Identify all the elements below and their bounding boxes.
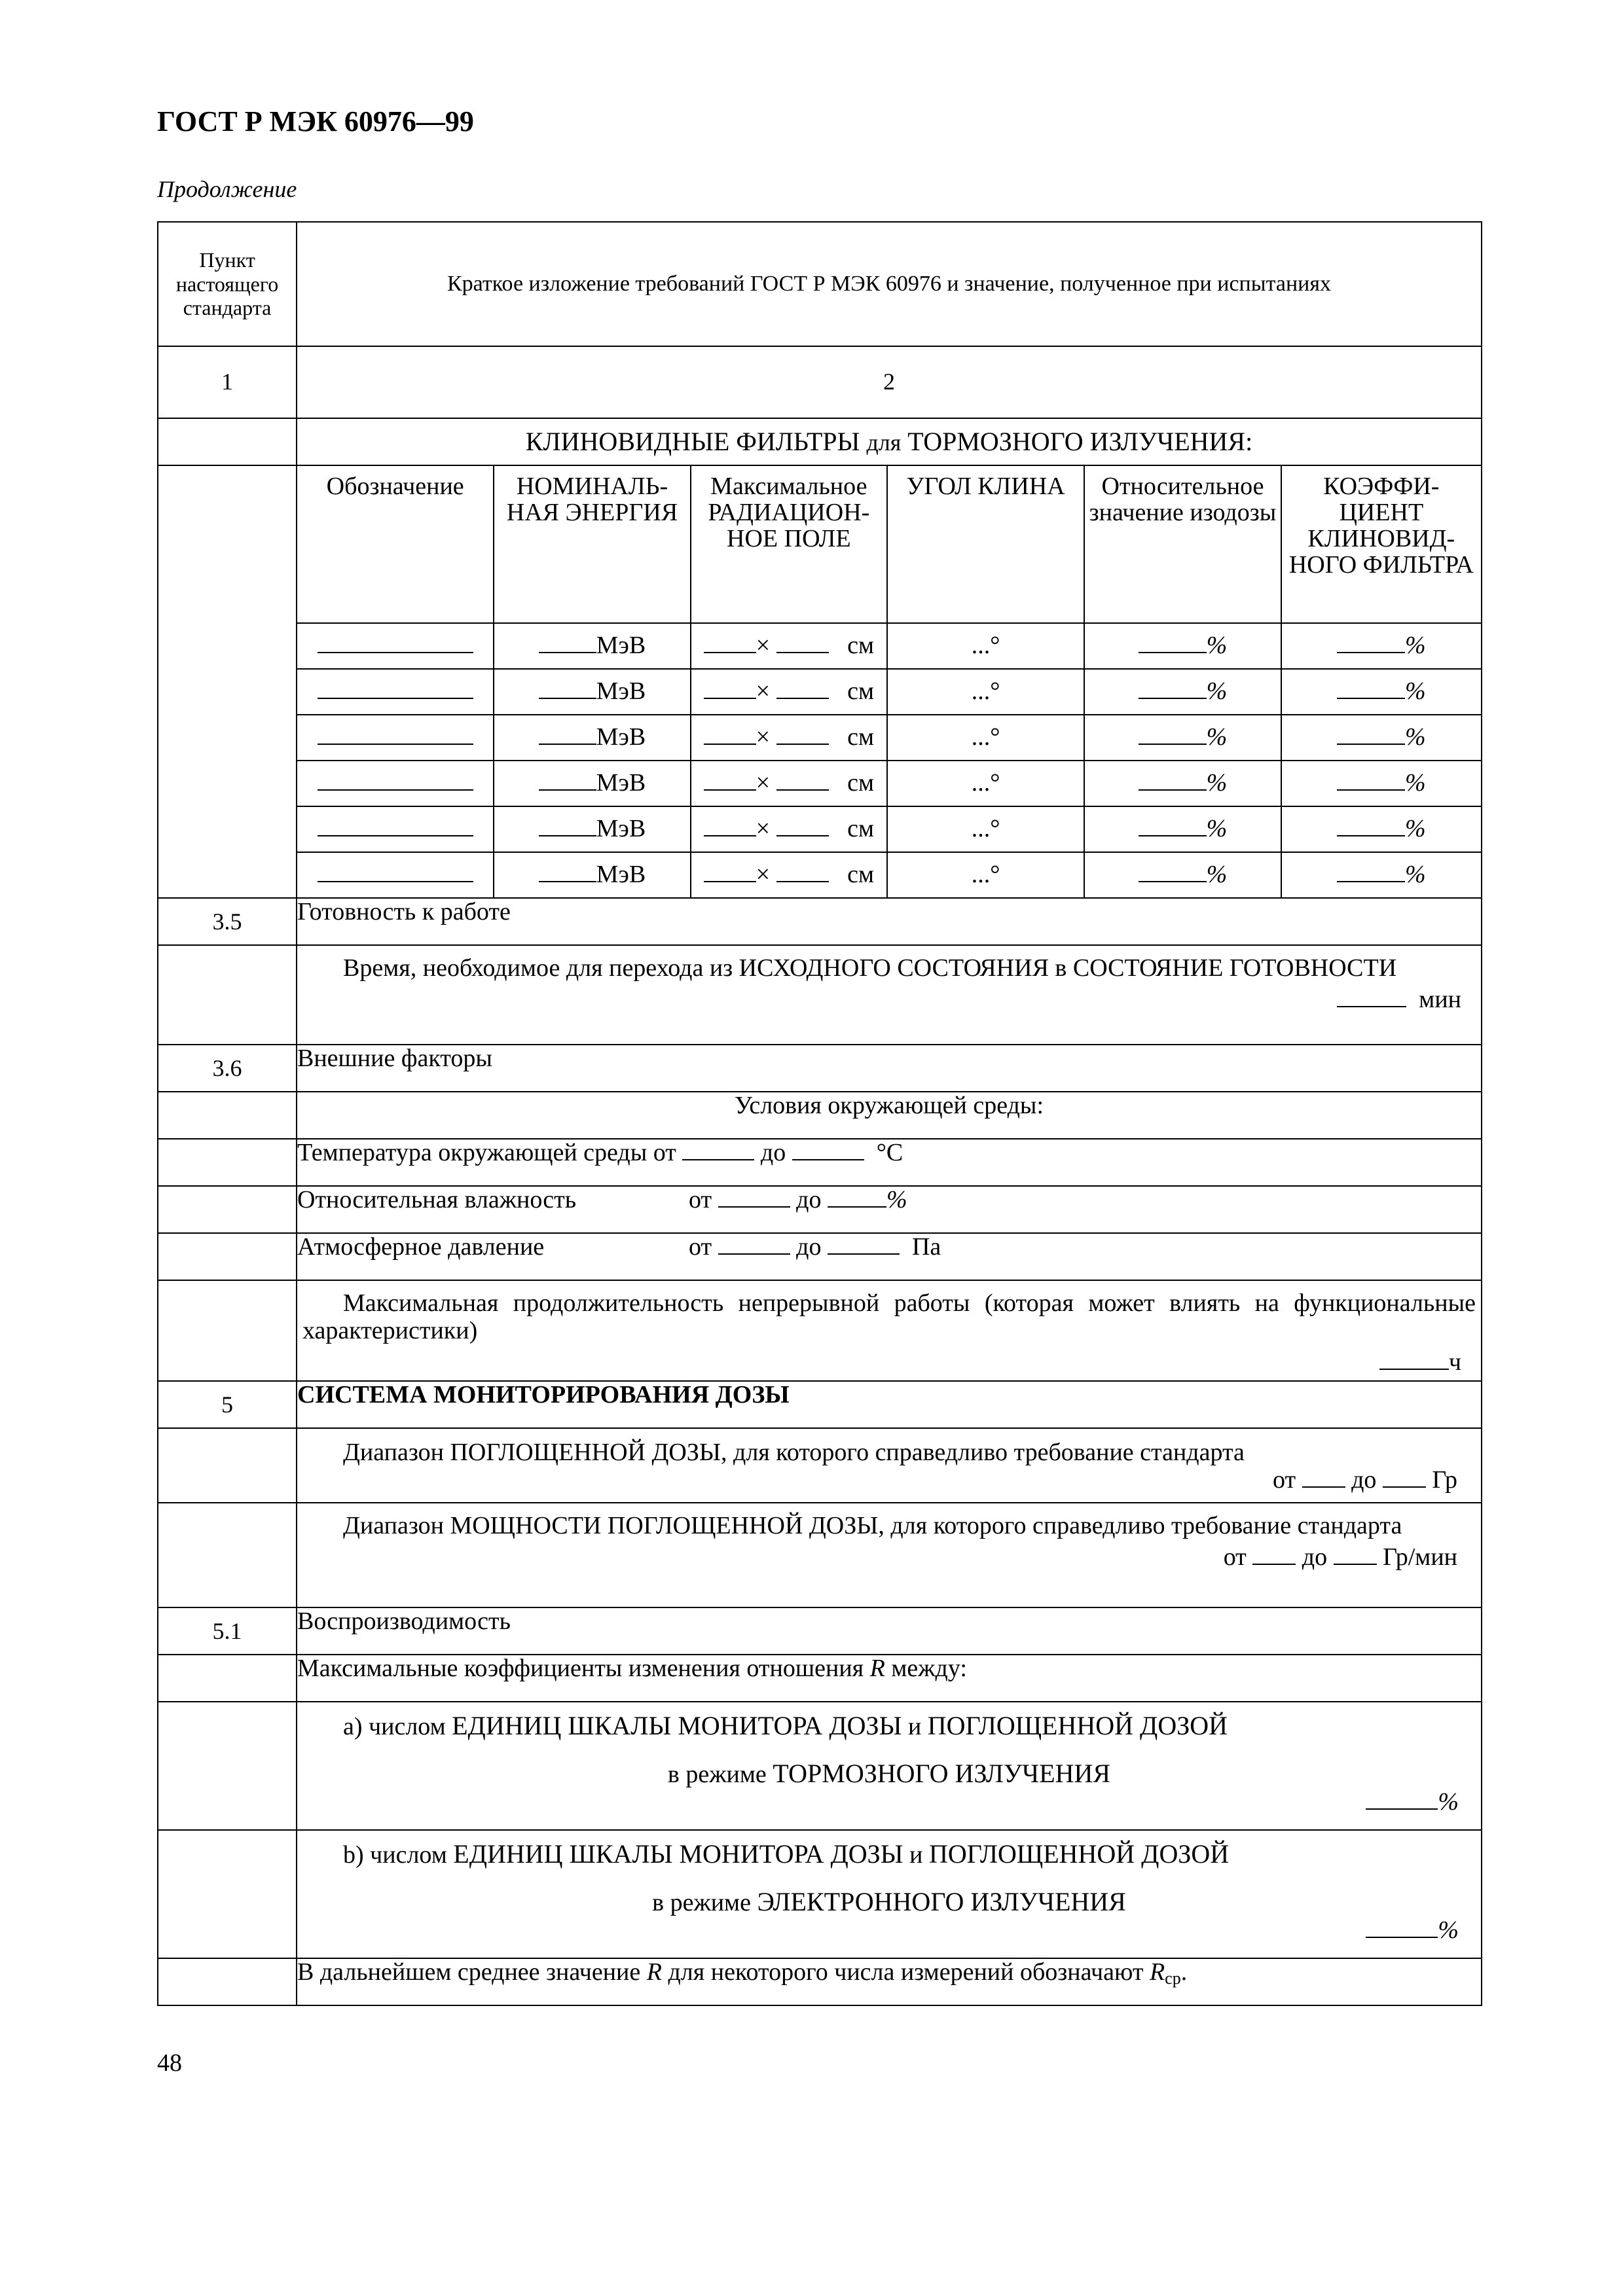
row-3-6-title	[158, 1045, 1482, 1092]
column-number-1: 1	[158, 346, 297, 418]
wedge-col-field: Максимальное РАДИАЦИОН-НОЕ ПОЛЕ	[691, 466, 887, 623]
clause-title: Готовность к работе	[297, 898, 1482, 945]
readiness-time-text: Время, необходимое для перехода из ИСХОДНОГО СОСТОЯНИЯ в СОСТОЯНИЕ ГОТОВНОСТИ	[343, 954, 1397, 982]
designation-blank	[318, 724, 473, 745]
wedge-data-row: МэВ × см ...° % %	[297, 669, 1481, 715]
row-max-duration: Максимальная продолжительность непрерывной работы (которая может влиять на функциональные характеристики) ч	[158, 1280, 1482, 1381]
clause-number: 3.5	[158, 898, 297, 945]
designation-blank	[318, 678, 473, 699]
row-3-5-title	[158, 898, 1482, 945]
column-number-2: 2	[297, 346, 1482, 418]
requirements-table	[157, 221, 1482, 2006]
wedge-title: КЛИНОВИДНЫЕ ФИЛЬТРЫ для ТОРМОЗНОГО ИЗЛУЧЕНИЯ:	[297, 418, 1482, 465]
wedge-filters-table	[297, 466, 1481, 897]
max-duration-text: Максимальная продолжительность непрерывной работы (которая может влиять на функциональные характеристики)	[302, 1289, 1476, 1344]
document-code: ГОСТ Р МЭК 60976—99	[157, 105, 474, 137]
designation-blank	[318, 861, 473, 882]
row-pressure: Атмосферное давление от до Па	[158, 1233, 1482, 1280]
wedge-header-row	[297, 466, 1481, 623]
wedge-col-isodose: Относительное значение изодозы	[1084, 466, 1281, 623]
wedge-col-angle: УГОЛ КЛИНА	[887, 466, 1084, 623]
table-header-row	[158, 222, 1482, 346]
header-col1: Пункт настоящего стандарта	[158, 222, 297, 346]
wedge-col-energy: НОМИНАЛЬ-НАЯ ЭНЕРГИЯ	[494, 466, 690, 623]
clause-number: 3.6	[158, 1045, 297, 1092]
page-number: 48	[157, 2049, 182, 2077]
wedge-col-designation: Обозначение	[326, 473, 464, 500]
row-env	[158, 1092, 1482, 1139]
row-5-title	[158, 1381, 1482, 1428]
clause-title: Внешние факторы	[297, 1045, 1482, 1092]
row-3-5-text: Время, необходимое для перехода из ИСХОДНОГО СОСТОЯНИЯ в СОСТОЯНИЕ ГОТОВНОСТИ мин	[158, 945, 1482, 1045]
designation-blank	[318, 770, 473, 791]
wedge-title-row	[158, 418, 1482, 465]
wedge-data-row: МэВ × см ...° % %	[297, 623, 1481, 669]
row-dose-range: Диапазон ПОГЛОЩЕННОЙ ДОЗЫ, для которого справедливо требование стандарта от до Гр	[158, 1428, 1482, 1503]
clause-title: СИСТЕМА МОНИТОРИРОВАНИЯ ДОЗЫ	[297, 1381, 1482, 1428]
row-max-coef: Максимальные коэффициенты изменения отношения R между:	[158, 1655, 1482, 1702]
wedge-data-row: МэВ × см ...° % %	[297, 715, 1481, 761]
row-dose-rate-range: Диапазон МОЩНОСТИ ПОГЛОЩЕННОЙ ДОЗЫ, для которого справедливо требование стандарта от до Гр/мин	[158, 1503, 1482, 1607]
clause-title: Воспроизводимость	[297, 1607, 1482, 1655]
designation-blank	[318, 816, 473, 836]
row-humidity: Относительная влажность от до %	[158, 1186, 1482, 1233]
wedge-data-row: МэВ × см ...° % %	[297, 806, 1481, 852]
dose-rate-range-text: Диапазон МОЩНОСТИ ПОГЛОЩЕННОЙ ДОЗЫ, для которого справедливо требование стандарта	[343, 1512, 1402, 1539]
continuation-label: Продолжение	[157, 176, 297, 202]
wedge-col-factor: КОЭФФИ-ЦИЕНТ КЛИНОВИД-НОГО ФИЛЬТРА	[1281, 466, 1481, 623]
header-col2: Краткое изложение требований ГОСТ Р МЭК 60976 и значение, полученное при испытаниях	[297, 222, 1482, 346]
clause-number: 5.1	[158, 1607, 297, 1655]
column-number-row	[158, 346, 1482, 418]
wedge-data-row: МэВ × см ...° % %	[297, 761, 1481, 806]
environment-heading: Условия окружающей среды:	[297, 1092, 1482, 1139]
wedge-data-row: МэВ × см ...° % %	[297, 852, 1481, 897]
clause-number: 5	[158, 1381, 297, 1428]
row-temperature: Температура окружающей среды от до °С	[158, 1139, 1482, 1186]
row-mean-r: В дальнейшем среднее значение R для некоторого числа измерений обозначают $R_{ср}$.	[158, 1958, 1482, 2005]
row-electron-ratio: b) числом ЕДИНИЦ ШКАЛЫ МОНИТОРА ДОЗЫ и ПОГЛОЩЕННОЙ ДОЗОЙ в режиме ЭЛЕКТРОННОГО ИЗЛУЧЕНИЯ %	[158, 1830, 1482, 1958]
row-5-1-title	[158, 1607, 1482, 1655]
dose-range-text: Диапазон ПОГЛОЩЕННОЙ ДОЗЫ, для которого справедливо требование стандарта	[343, 1439, 1245, 1466]
wedge-subtable-row	[158, 465, 1482, 898]
designation-blank	[318, 632, 473, 653]
row-bremsstrahlung-ratio: а) числом ЕДИНИЦ ШКАЛЫ МОНИТОРА ДОЗЫ и ПОГЛОЩЕННОЙ ДОЗОЙ в режиме ТОРМОЗНОГО ИЗЛУЧЕНИЯ %	[158, 1702, 1482, 1830]
